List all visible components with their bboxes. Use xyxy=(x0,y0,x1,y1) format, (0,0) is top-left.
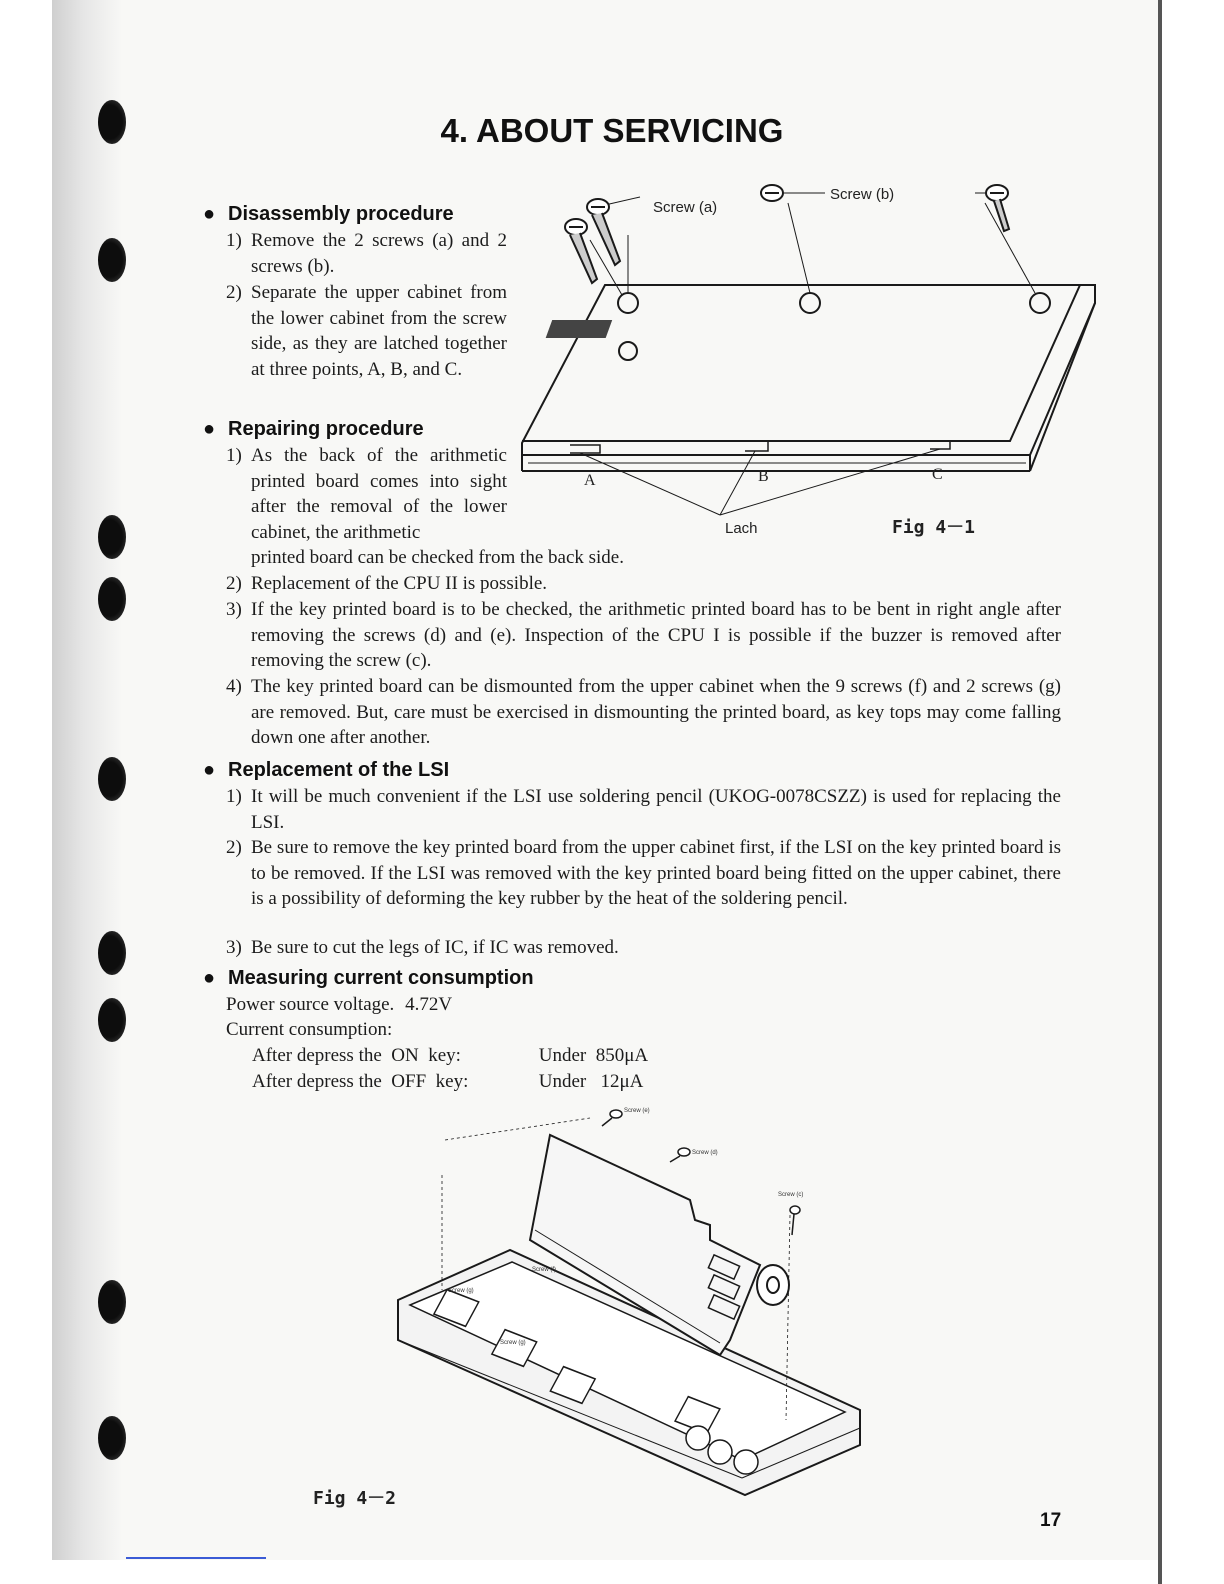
screw-b-icon xyxy=(986,185,1009,231)
bullet-icon: ● xyxy=(203,418,216,440)
point-b-label: B xyxy=(758,468,769,485)
current-row-value: Under 12μA xyxy=(538,1071,644,1092)
screw-e-label: Screw (e) xyxy=(624,1108,650,1114)
figure-4-2-caption: Fig 4－2 xyxy=(313,1488,397,1509)
figure-4-2-diagram xyxy=(390,1100,880,1500)
buzzer-icon xyxy=(757,1265,789,1305)
item-number: 3) xyxy=(226,599,242,620)
section-heading-measuring xyxy=(203,966,534,990)
section-heading-text: Replacement of the LSI xyxy=(228,759,450,781)
section-heading-text: Measuring current consumption xyxy=(228,967,534,989)
binding-hole xyxy=(98,931,126,975)
current-row-on xyxy=(252,1043,648,1069)
figure-4-1-caption: Fig 4－1 xyxy=(892,517,976,538)
list-item-continuation xyxy=(251,545,1051,571)
item-number: 1) xyxy=(226,786,242,807)
point-c-label: C xyxy=(932,466,943,483)
screw-g-label: Screw (g) xyxy=(500,1340,526,1346)
item-text: printed board can be checked from the back side. xyxy=(251,547,624,568)
item-number: 2) xyxy=(226,573,242,594)
bullet-icon: ● xyxy=(203,759,216,781)
screw-a-icon xyxy=(587,199,620,265)
item-number: 1) xyxy=(226,445,242,466)
item-text: Remove the 2 screws (a) and 2 screws (b). xyxy=(251,230,507,277)
item-number: 2) xyxy=(226,282,242,303)
bullet-icon: ● xyxy=(203,203,216,225)
bullet-icon: ● xyxy=(203,967,216,989)
screw-a-icon xyxy=(565,219,597,283)
current-row-off xyxy=(252,1069,643,1095)
item-text: If the key printed board is to be checked, the arithmetic printed board has to be bent in right angle after removing the screws (d) and (e). Inspection of the CPU I is possible if the buzzer is removed after removing the screw (c). xyxy=(251,599,1061,672)
section-heading-repairing xyxy=(203,417,424,441)
screw-b-label: Screw (b) xyxy=(830,186,895,203)
item-text: Be sure to cut the legs of IC, if IC was removed. xyxy=(251,937,619,958)
current-row-label: After depress the ON key: xyxy=(252,1045,461,1066)
screw-d-icon xyxy=(670,1148,690,1162)
binding-hole xyxy=(98,577,126,621)
item-text: The key printed board can be dismounted from the upper cabinet when the 9 screws (f) and 2 screws (g) are removed. But, care must be exercised in dismounting the printed board, as key tops may come falling down one after another. xyxy=(251,676,1061,749)
section-heading-disassembly xyxy=(203,202,454,226)
upper-cabinet-outline xyxy=(522,285,1095,455)
binding-hole xyxy=(98,1416,126,1460)
screw-g-label: Screw (g) xyxy=(448,1288,474,1294)
voltage-line xyxy=(226,992,452,1018)
screw-f-label: Screw (f) xyxy=(532,1267,556,1273)
item-number: 4) xyxy=(226,676,242,697)
binding-hole xyxy=(98,238,126,282)
screw-hole xyxy=(1030,293,1050,313)
list-item xyxy=(226,784,1061,835)
latch-a xyxy=(570,445,600,453)
item-number: 2) xyxy=(226,837,242,858)
current-label: Current consumption: xyxy=(226,1019,393,1040)
page-edge xyxy=(1158,0,1162,1584)
item-text: Separate the upper cabinet from the lower cabinet from the screw side, as they are latched together at three points, A, B, and C. xyxy=(251,282,507,380)
item-text: Replacement of the CPU II is possible. xyxy=(251,573,548,594)
list-item xyxy=(226,443,507,545)
label-plate xyxy=(546,320,613,338)
section-heading-lsi xyxy=(203,758,450,782)
current-row-value: Under 850μA xyxy=(538,1045,649,1066)
page-title: 4. ABOUT SERVICING xyxy=(440,112,784,149)
item-text: Be sure to remove the key printed board from the upper cabinet first, if the LSI on the key printed board is to be removed. If the LSI was removed with the key printed board being fitted on the upper cabinet, there is a possibility of deforming the key rubber by the heat of the soldering pencil. xyxy=(251,837,1061,910)
latch-label: Lach xyxy=(725,520,758,535)
list-item xyxy=(226,835,1061,912)
item-text: As the back of the arithmetic printed board comes into sight after the removal of the lower cabinet, the arithmetic xyxy=(251,445,507,543)
figure-4-1-diagram xyxy=(510,175,1110,535)
binding-hole xyxy=(98,515,126,559)
screw-c-icon xyxy=(790,1206,800,1235)
point-a-label: A xyxy=(584,472,596,489)
item-number: 1) xyxy=(226,230,242,251)
section-heading-text: Disassembly procedure xyxy=(228,203,454,225)
screw-b-icon xyxy=(761,185,783,201)
latch-b xyxy=(745,441,768,451)
list-item xyxy=(226,674,1061,751)
screw-a-label: Screw (a) xyxy=(653,199,718,216)
scan-mark xyxy=(126,1557,266,1559)
list-item xyxy=(226,228,507,279)
screw-hole xyxy=(800,293,820,313)
item-text: It will be much convenient if the LSI use soldering pencil (UKOG-0078CSZZ) is used for replacing the LSI. xyxy=(251,786,1061,833)
voltage-label: Power source voltage. xyxy=(226,994,395,1015)
screw-hole xyxy=(619,342,637,360)
current-row-label: After depress the OFF key: xyxy=(252,1071,469,1092)
latch-c xyxy=(930,441,950,449)
binding-hole xyxy=(98,998,126,1042)
item-number: 3) xyxy=(226,937,242,958)
list-item xyxy=(226,280,507,382)
list-item xyxy=(226,571,1061,597)
list-item xyxy=(226,597,1061,674)
screw-e-icon xyxy=(602,1110,622,1126)
section-heading-text: Repairing procedure xyxy=(228,418,424,440)
binding-hole xyxy=(98,757,126,801)
voltage-value: 4.72V xyxy=(405,994,453,1015)
screw-d-label: Screw (d) xyxy=(692,1150,718,1156)
list-item xyxy=(226,935,1061,961)
binding-hole xyxy=(98,1280,126,1324)
screw-hole xyxy=(618,293,638,313)
page-number: 17 xyxy=(1040,1510,1062,1531)
screw-c-label: Screw (c) xyxy=(778,1192,804,1198)
